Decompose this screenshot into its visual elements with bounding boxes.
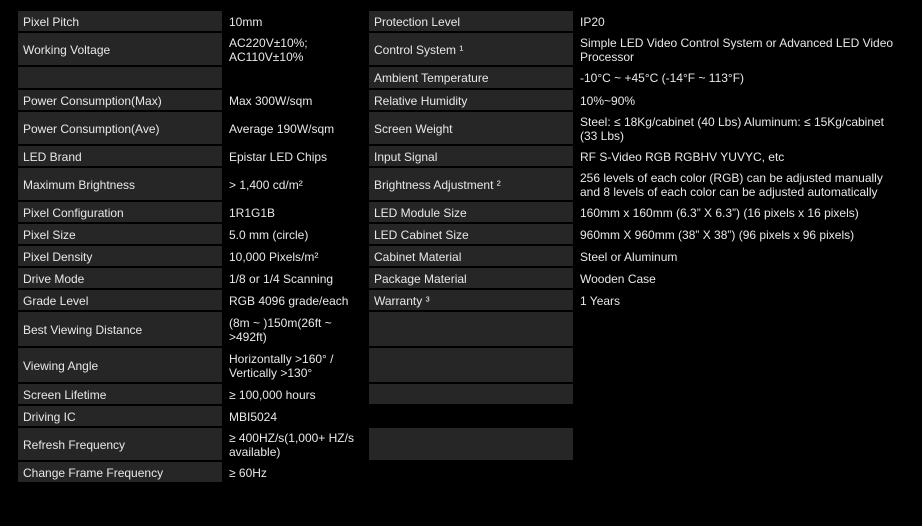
left-spec-value: 5.0 mm (circle) (224, 224, 369, 244)
right-spec-label: LED Module Size (369, 202, 575, 222)
spec-row (18, 290, 906, 310)
left-spec-label: Change Frame Frequency (18, 462, 224, 482)
spec-row (18, 312, 906, 346)
left-spec-value: 1R1G1B (224, 202, 369, 222)
left-spec-label: Power Consumption(Max) (18, 90, 224, 110)
left-spec-value: 10,000 Pixels/m² (224, 246, 369, 266)
right-spec-value (575, 312, 906, 346)
right-spec-label: Warranty ³ (369, 290, 575, 310)
right-spec-value: Simple LED Video Control System or Advanced LED Video Processor (575, 33, 906, 65)
spec-row (18, 224, 906, 244)
right-spec-value: 256 levels of each color (RGB) can be adjusted manually and 8 levels of each color can be adjusted automatically (575, 168, 906, 200)
right-spec-value: 1 Years (575, 290, 906, 310)
left-spec-value: Average 190W/sqm (224, 112, 369, 144)
right-spec-label (369, 384, 575, 404)
spec-row (18, 33, 906, 65)
left-spec-label: Pixel Size (18, 224, 224, 244)
right-spec-label (369, 428, 575, 460)
right-spec-value (575, 462, 906, 482)
left-spec-label: Maximum Brightness (18, 168, 224, 200)
right-spec-value: Wooden Case (575, 268, 906, 288)
left-spec-value: Horizontally >160° / Vertically >130° (224, 348, 369, 382)
spec-row (18, 462, 906, 482)
spec-row (18, 112, 906, 144)
right-spec-value: 160mm x 160mm (6.3” X 6.3”) (16 pixels x 16 pixels) (575, 202, 906, 222)
right-spec-value: IP20 (575, 11, 906, 31)
spec-row (18, 90, 906, 110)
right-spec-value: 10%~90% (575, 90, 906, 110)
spec-row (18, 384, 906, 404)
spec-row (18, 67, 906, 88)
right-spec-label: Cabinet Material (369, 246, 575, 266)
right-spec-value: -10°C ~ +45°C (-14°F ~ 113°F) (575, 67, 906, 88)
spec-row (18, 11, 906, 31)
left-spec-value: 1/8 or 1/4 Scanning (224, 268, 369, 288)
left-spec-label (18, 67, 224, 88)
left-spec-value: (8m ~ )150m(26ft ~ >492ft) (224, 312, 369, 346)
spec-row (18, 348, 906, 382)
left-spec-label: Drive Mode (18, 268, 224, 288)
right-spec-value: Steel or Aluminum (575, 246, 906, 266)
left-spec-label: Pixel Configuration (18, 202, 224, 222)
right-spec-value: 960mm X 960mm (38” X 38”) (96 pixels x 96 pixels) (575, 224, 906, 244)
right-spec-label (369, 406, 575, 426)
right-spec-label: Control System ¹ (369, 33, 575, 65)
left-spec-label: Screen Lifetime (18, 384, 224, 404)
spec-row (18, 202, 906, 222)
right-spec-label: Protection Level (369, 11, 575, 31)
left-spec-value: > 1,400 cd/m² (224, 168, 369, 200)
left-spec-value: ≥ 400HZ/s(1,000+ HZ/s available) (224, 428, 369, 460)
left-spec-label: Power Consumption(Ave) (18, 112, 224, 144)
right-spec-label (369, 312, 575, 346)
left-spec-value: Max 300W/sqm (224, 90, 369, 110)
right-spec-value: Steel: ≤ 18Kg/cabinet (40 Lbs) Aluminum: ≤ 15Kg/cabinet (33 Lbs) (575, 112, 906, 144)
left-spec-value: ≥ 60Hz (224, 462, 369, 482)
left-spec-label: Viewing Angle (18, 348, 224, 382)
spec-table (18, 9, 906, 484)
right-spec-label: Input Signal (369, 146, 575, 166)
left-spec-value: 10mm (224, 11, 369, 31)
right-spec-label: Ambient Temperature (369, 67, 575, 88)
right-spec-value (575, 406, 906, 426)
spec-row (18, 146, 906, 166)
left-spec-value: AC220V±10%; AC110V±10% (224, 33, 369, 65)
spec-table-body (18, 11, 906, 482)
left-spec-label: Best Viewing Distance (18, 312, 224, 346)
right-spec-label: Brightness Adjustment ² (369, 168, 575, 200)
left-spec-value: MBI5024 (224, 406, 369, 426)
right-spec-value (575, 428, 906, 460)
spec-row (18, 268, 906, 288)
spec-row (18, 168, 906, 200)
left-spec-label: Driving IC (18, 406, 224, 426)
left-spec-value: ≥ 100,000 hours (224, 384, 369, 404)
left-spec-label: Working Voltage (18, 33, 224, 65)
right-spec-value: RF S-Video RGB RGBHV YUVYC, etc (575, 146, 906, 166)
right-spec-label (369, 348, 575, 382)
left-spec-value (224, 67, 369, 88)
left-spec-label: Pixel Density (18, 246, 224, 266)
right-spec-label: Screen Weight (369, 112, 575, 144)
left-spec-label: Pixel Pitch (18, 11, 224, 31)
right-spec-value (575, 348, 906, 382)
spec-row (18, 406, 906, 426)
left-spec-value: Epistar LED Chips (224, 146, 369, 166)
right-spec-value (575, 384, 906, 404)
right-spec-label: LED Cabinet Size (369, 224, 575, 244)
right-spec-label (369, 462, 575, 482)
spec-row (18, 246, 906, 266)
left-spec-label: Refresh Frequency (18, 428, 224, 460)
spec-row (18, 428, 906, 460)
left-spec-label: LED Brand (18, 146, 224, 166)
right-spec-label: Package Material (369, 268, 575, 288)
left-spec-label: Grade Level (18, 290, 224, 310)
right-spec-label: Relative Humidity (369, 90, 575, 110)
left-spec-value: RGB 4096 grade/each (224, 290, 369, 310)
